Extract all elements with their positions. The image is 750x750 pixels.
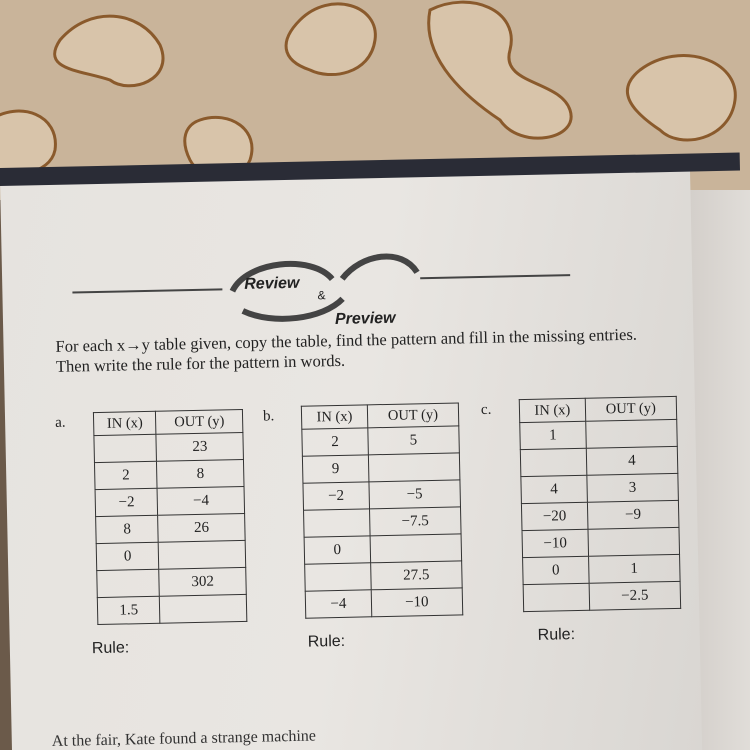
table-a-header-out: OUT (y) <box>156 409 243 434</box>
table-cell: 2 <box>94 461 157 489</box>
table-cell: −5 <box>369 480 461 509</box>
table-cell: 5 <box>368 426 460 455</box>
table-cell: 2 <box>302 428 368 456</box>
table-cell: −4 <box>157 486 244 515</box>
table-cell <box>368 453 460 482</box>
table-cell: −9 <box>587 500 679 529</box>
table-cell <box>94 434 157 462</box>
table-cell <box>588 527 680 556</box>
table-b-label: b. <box>262 408 275 425</box>
table-cell <box>370 534 462 563</box>
table-c <box>519 396 681 612</box>
table-cell <box>304 509 370 537</box>
table-cell <box>159 540 246 569</box>
table-cell <box>97 569 160 597</box>
table-cell: 4 <box>586 446 678 475</box>
table-cell: 8 <box>96 515 159 543</box>
table-cell <box>523 583 589 611</box>
table-cell: −10 <box>522 529 588 557</box>
table-cell: 8 <box>157 459 244 488</box>
table-cell: 23 <box>156 432 243 461</box>
table-cell <box>520 448 586 476</box>
logo-preview-text: Preview <box>334 309 396 329</box>
table-b-rule-label: Rule: <box>307 632 346 651</box>
table-c-header-out: OUT (y) <box>585 396 677 421</box>
table-cell <box>160 594 247 623</box>
table-cell: 0 <box>523 556 589 584</box>
textbook-page <box>0 164 702 750</box>
table-cell: 1 <box>588 554 680 583</box>
bottom-cutoff-text: At the fair, Kate found a strange machine <box>51 727 317 750</box>
table-cell: −2 <box>303 482 369 510</box>
table-cell: 0 <box>304 536 370 564</box>
table-cell: 9 <box>302 455 368 483</box>
table-a-rule-label: Rule: <box>91 639 130 658</box>
table-c-rule-label: Rule: <box>537 626 576 644</box>
table-cell: −7.5 <box>369 507 461 536</box>
table-cell: −20 <box>521 502 587 530</box>
table-cell <box>586 419 678 448</box>
table-c-header-in: IN (x) <box>519 398 585 422</box>
table-cell: 27.5 <box>370 561 462 590</box>
table-c-label: c. <box>480 401 492 418</box>
table-cell: 3 <box>587 473 679 502</box>
review-preview-logo <box>72 244 594 335</box>
table-b-header-out: OUT (y) <box>367 403 459 428</box>
table-cell: −4 <box>305 590 371 618</box>
table-a-label: a. <box>54 414 66 431</box>
table-cell: −2.5 <box>589 581 681 610</box>
table-b-header-in: IN (x) <box>301 405 367 429</box>
logo-amp-text: & <box>317 288 326 303</box>
table-a <box>93 409 247 625</box>
table-cell: 302 <box>159 567 246 596</box>
table-cell: 26 <box>158 513 245 542</box>
logo-review-text: Review <box>244 274 300 293</box>
table-cell: 4 <box>521 475 587 503</box>
table-cell: 0 <box>96 542 159 570</box>
table-b <box>301 402 463 618</box>
table-cell <box>305 563 371 591</box>
table-a-header-in: IN (x) <box>93 411 156 435</box>
table-cell: −10 <box>371 588 463 617</box>
table-cell: 1 <box>520 421 586 449</box>
table-cell: −2 <box>95 488 158 516</box>
instructions-text: For each x→y table given, copy the table, find the pattern and fill in the missing entries. Then write the rule for the pattern in words. <box>55 324 638 376</box>
table-cell: 1.5 <box>97 596 160 624</box>
